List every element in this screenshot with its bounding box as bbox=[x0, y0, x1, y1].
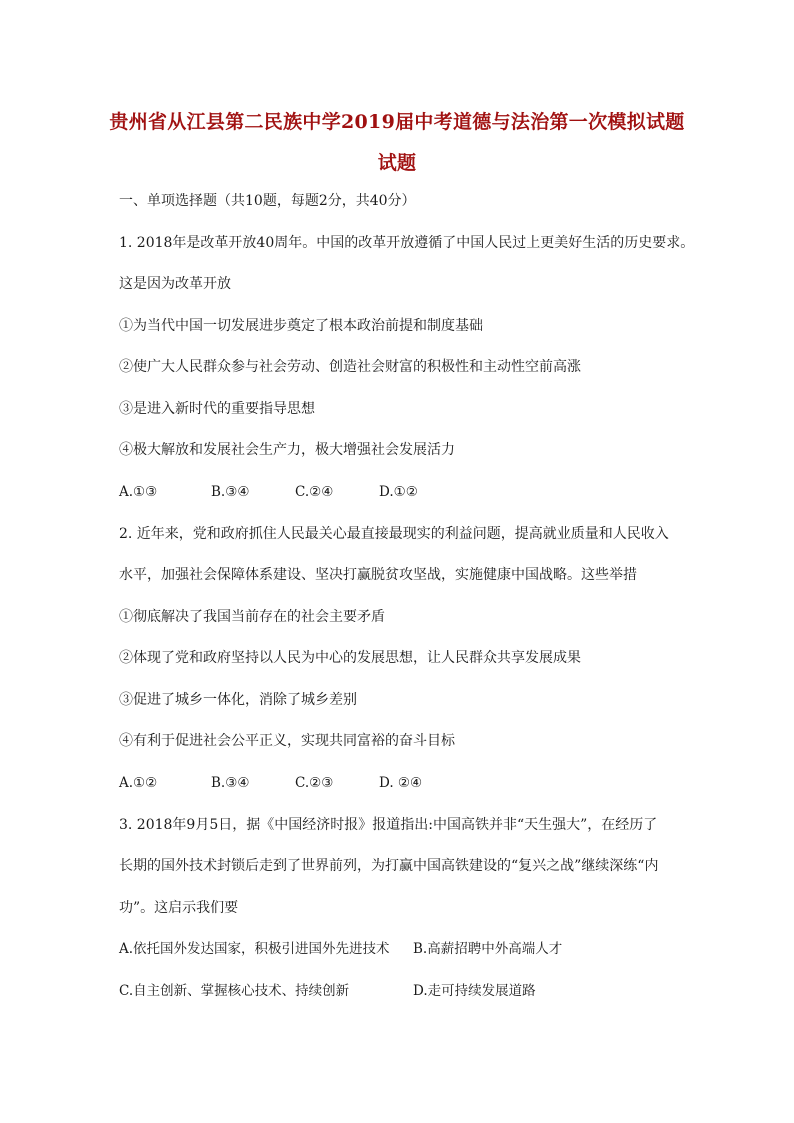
question-1-option-d: D.①② bbox=[379, 484, 418, 500]
question-2-option-b: B.③④ bbox=[211, 775, 250, 791]
section-heading: 一、单项选择题（共10题，每题2分，共40分） bbox=[119, 193, 416, 209]
question-3-option-b: B.高薪招聘中外高端人才 bbox=[413, 941, 563, 957]
question-2-statement-4: ④有利于促进社会公平正义，实现共同富裕的奋斗目标 bbox=[119, 733, 455, 749]
question-1-statement-3: ③是进入新时代的重要指导思想 bbox=[119, 401, 315, 417]
question-2-option-d: D. ②④ bbox=[379, 775, 423, 791]
question-2-statement-1: ①彻底解决了我国当前存在的社会主要矛盾 bbox=[119, 609, 385, 625]
question-1-stem-continued: 这是因为改革开放 bbox=[119, 276, 231, 292]
question-3-stem-end: 功”。这启示我们要 bbox=[119, 900, 239, 916]
question-2-statement-3: ③促进了城乡一体化，消除了城乡差别 bbox=[119, 692, 357, 708]
question-3-option-c: C.自主创新、掌握核心技术、持续创新 bbox=[119, 983, 350, 999]
question-1-stem: 1. 2018年是改革开放40周年。中国的改革开放遵循了中国人民过上更美好生活的历史要求。 bbox=[119, 235, 695, 251]
exam-title: 贵州省从江县第二民族中学2019届中考道德与法治第一次模拟试题 bbox=[109, 111, 685, 133]
question-1-statement-2: ②使广大人民群众参与社会劳动、创造社会财富的积极性和主动性空前高涨 bbox=[119, 359, 581, 375]
question-3-option-a: A.依托国外发达国家，积极引进国外先进技术 bbox=[119, 941, 390, 957]
question-2-option-c: C.②③ bbox=[295, 775, 334, 791]
question-2-stem-continued: 水平，加强社会保障体系建设、坚决打赢脱贫攻坚战，实施健康中国战略。这些举措 bbox=[119, 567, 637, 583]
question-3-option-d: D.走可持续发展道路 bbox=[413, 983, 536, 999]
question-1-option-b: B.③④ bbox=[211, 484, 250, 500]
question-1-statement-4: ④极大解放和发展社会生产力，极大增强社会发展活力 bbox=[119, 442, 455, 458]
question-2-stem: 2. 近年来，党和政府抓住人民最关心最直接最现实的利益问题，提高就业质量和人民收入 bbox=[119, 526, 669, 542]
question-3-stem-continued: 长期的国外技术封锁后走到了世界前列，为打赢中国高铁建设的“复兴之战”继续深练“内 bbox=[119, 858, 659, 874]
question-2-statement-2: ②体现了党和政府坚持以人民为中心的发展思想，让人民群众共享发展成果 bbox=[119, 650, 581, 666]
question-2-option-a: A.①② bbox=[119, 775, 158, 791]
exam-title-continued: 试题 bbox=[377, 152, 417, 174]
question-3-stem: 3. 2018年9月5日，据《中国经济时报》报道指出:中国高铁并非“天生强大”，在经历了 bbox=[119, 817, 658, 833]
question-1-option-c: C.②④ bbox=[295, 484, 334, 500]
question-1-statement-1: ①为当代中国一切发展进步奠定了根本政治前提和制度基础 bbox=[119, 318, 483, 334]
question-1-option-a: A.①③ bbox=[119, 484, 158, 500]
